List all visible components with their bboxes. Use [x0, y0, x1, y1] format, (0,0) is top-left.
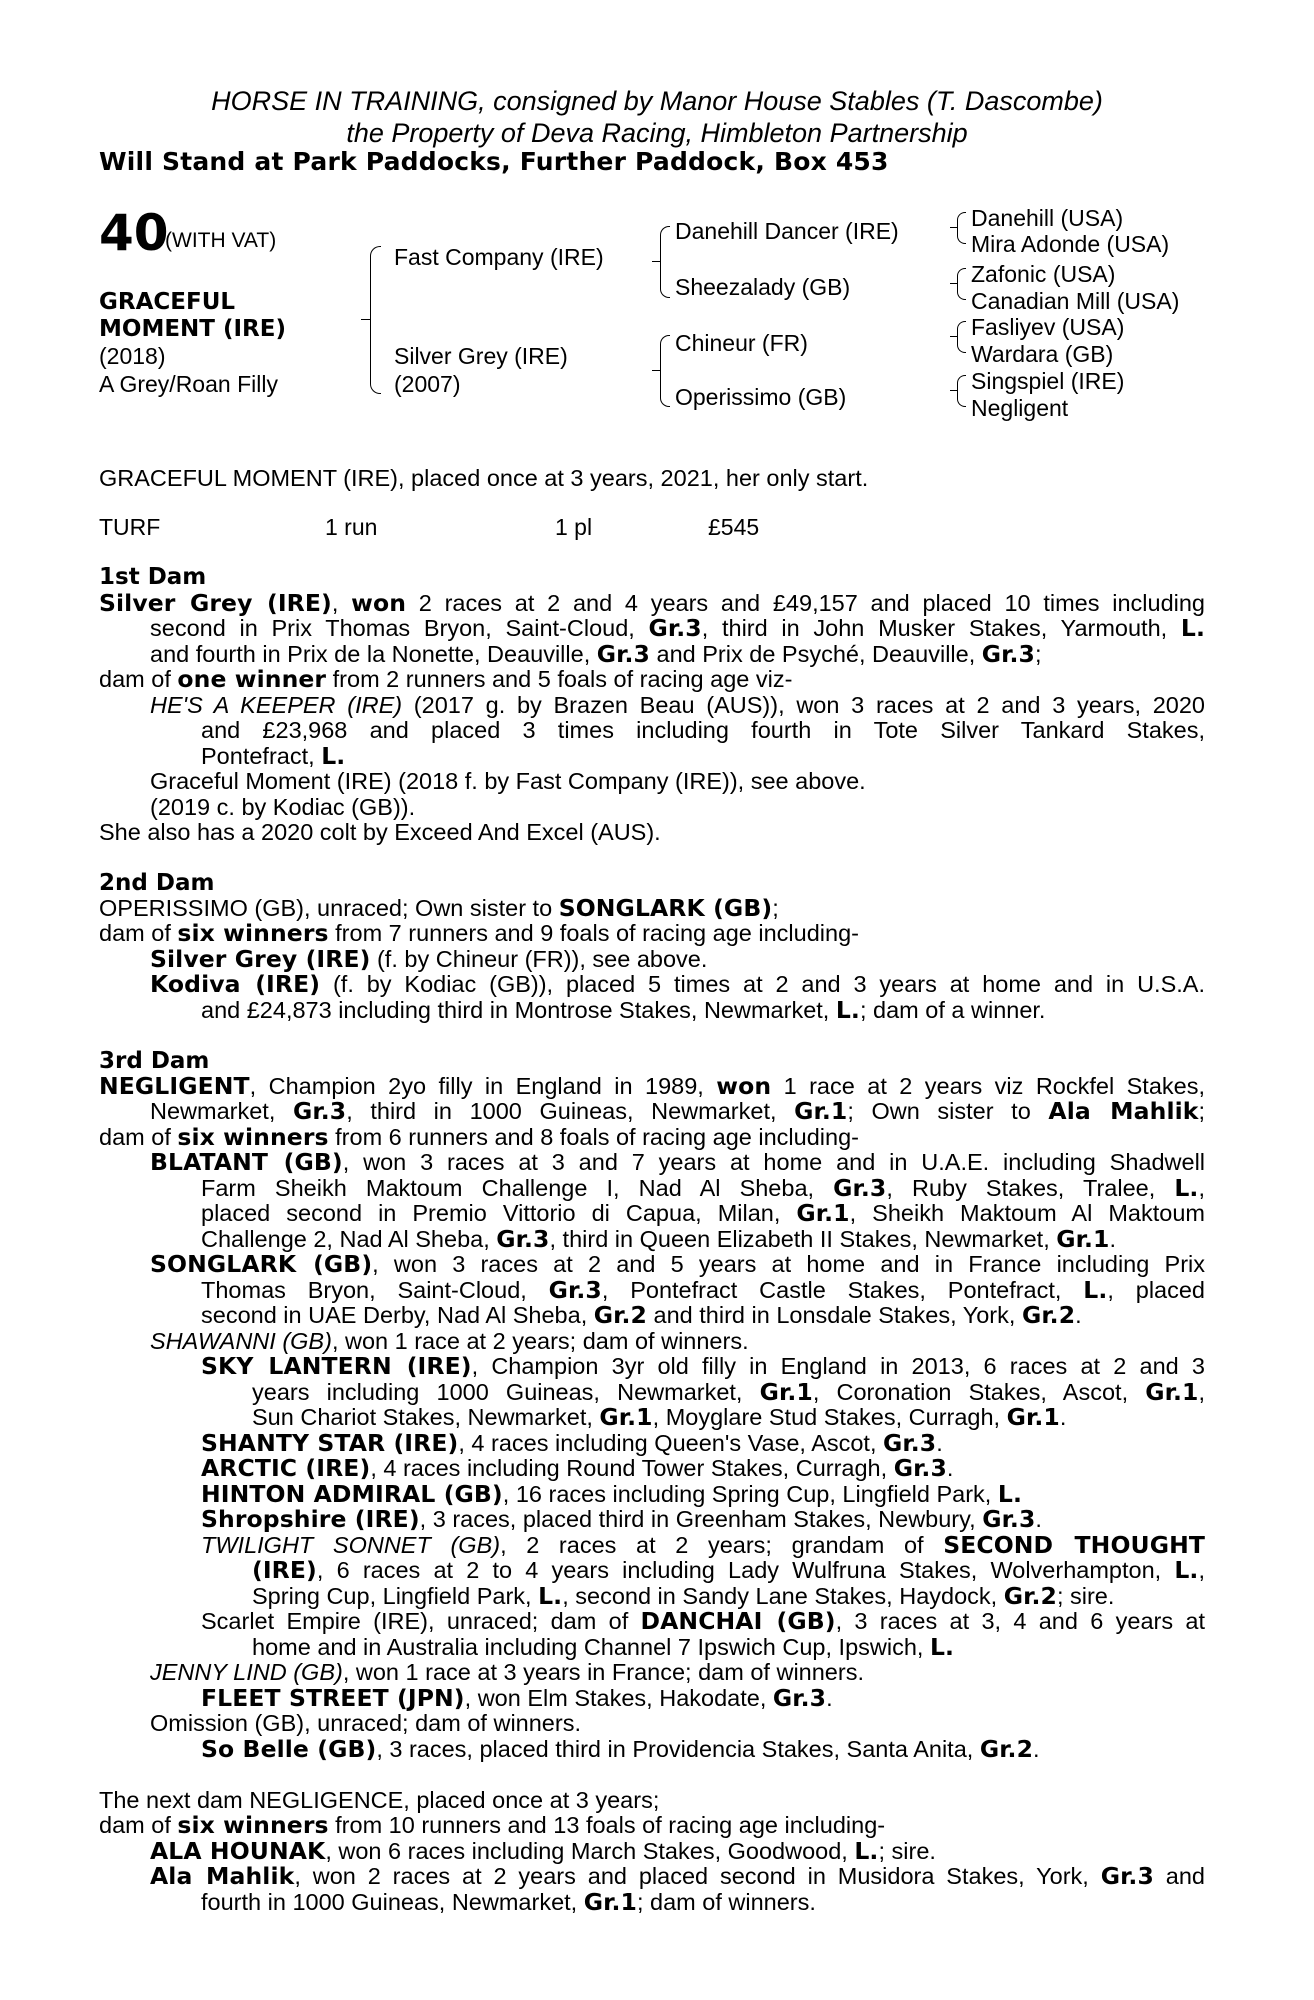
- pedigree-g1: Danehill (USA): [971, 205, 1124, 231]
- text-line: Silver Grey (IRE), won 2 races at 2 and 4 years and £49,157 and placed 10 times including: [99, 589, 1206, 617]
- text-line: and fourth in Prix de la Nonette, Deauville, Gr.3 and Prix de Psyché, Deauville, Gr.3;: [150, 640, 1042, 668]
- text-line: OPERISSIMO (GB), unraced; Own sister to SONGLARK (GB);: [99, 894, 779, 922]
- pedigree-sire: Fast Company (IRE): [394, 244, 604, 270]
- lot-number: 40: [99, 204, 169, 262]
- text-line: The next dam NEGLIGENCE, placed once at 3 years;: [99, 1787, 660, 1813]
- bracket-sire-side: [660, 226, 670, 298]
- horse-name-line1: GRACEFUL: [99, 289, 236, 315]
- text-line: second in UAE Derby, Nad Al Sheba, Gr.2 and third in Lonsdale Stakes, York, Gr.2.: [201, 1301, 1082, 1329]
- bracket-parents: [370, 246, 381, 394]
- text-line: SHAWANNI (GB), won 1 race at 2 years; dam of winners.: [150, 1328, 749, 1354]
- text-line: placed second in Premio Vittorio di Capua, Milan, Gr.1, Sheikh Maktoum Al Maktoum: [201, 1199, 1205, 1227]
- section-2nd-dam: 2nd Dam: [99, 870, 215, 896]
- text-line: Pontefract, L.: [201, 742, 346, 770]
- text-line: Spring Cup, Lingfield Park, L., second in Sandy Lane Stakes, Haydock, Gr.2; sire.: [252, 1582, 1115, 1610]
- text-line: So Belle (GB), 3 races, placed third in Providencia Stakes, Santa Anita, Gr.2.: [201, 1735, 1040, 1763]
- race-summary: GRACEFUL MOMENT (IRE), placed once at 3 years, 2021, her only start.: [99, 465, 869, 491]
- text-line: Silver Grey (IRE) (f. by Chineur (FR)), see above.: [150, 945, 708, 973]
- text-line: Thomas Bryon, Saint-Cloud, Gr.3, Pontefract Castle Stakes, Pontefract, L., placed: [201, 1276, 1206, 1304]
- pedigree-sire-dam: Sheezalady (GB): [675, 274, 851, 300]
- text-line: HINTON ADMIRAL (GB), 16 races including Spring Cup, Lingfield Park, L.: [201, 1480, 1022, 1508]
- text-line: TWILIGHT SONNET (GB), 2 races at 2 years; grandam of SECOND THOUGHT: [201, 1531, 1205, 1559]
- record-surface: TURF: [99, 514, 161, 540]
- text-line: home and in Australia including Channel 7 Ipswich Cup, Ipswich, L.: [252, 1633, 955, 1661]
- horse-description: A Grey/Roan Filly: [99, 371, 278, 397]
- pedigree-dam-sire: Chineur (FR): [675, 330, 808, 356]
- text-line: (IRE), 6 races at 2 to 4 years including Lady Wulfruna Stakes, Wolverhampton, L.,: [252, 1556, 1205, 1584]
- location-line: Will Stand at Park Paddocks, Further Paddock, Box 453: [99, 147, 889, 176]
- text-line: dam of six winners from 7 runners and 9 foals of racing age including-: [99, 919, 859, 947]
- text-line: HE'S A KEEPER (IRE) (2017 g. by Brazen Beau (AUS)), won 3 races at 2 and 3 years, 2020: [150, 692, 1205, 718]
- consignor-line: HORSE IN TRAINING, consigned by Manor House Stables (T. Dascombe): [211, 86, 1103, 116]
- vat-label: (WITH VAT): [165, 229, 277, 252]
- pedigree-g8: Negligent: [971, 395, 1069, 421]
- pedigree-dam-year: (2007): [394, 371, 461, 397]
- pedigree-g6: Wardara (GB): [971, 341, 1114, 367]
- pedigree-dam-dam: Operissimo (GB): [675, 384, 847, 410]
- record-placed: 1 pl: [555, 514, 593, 540]
- text-line: fourth in 1000 Guineas, Newmarket, Gr.1; dam of winners.: [201, 1888, 816, 1916]
- text-line: dam of six winners from 6 runners and 8 foals of racing age including-: [99, 1123, 859, 1151]
- text-line: NEGLIGENT, Champion 2yo filly in England in 1989, won 1 race at 2 years viz Rockfel Stakes,: [99, 1072, 1206, 1100]
- record-earnings: £545: [708, 514, 760, 540]
- text-line: Farm Sheikh Maktoum Challenge I, Nad Al Sheba, Gr.3, Ruby Stakes, Tralee, L.,: [201, 1174, 1205, 1202]
- text-line: Shropshire (IRE), 3 races, placed third in Greenham Stakes, Newbury, Gr.3.: [201, 1505, 1042, 1533]
- pedigree-g2: Mira Adonde (USA): [971, 231, 1170, 257]
- text-line: years including 1000 Guineas, Newmarket, Gr.1, Coronation Stakes, Ascot, Gr.1,: [252, 1378, 1205, 1406]
- text-line: SONGLARK (GB), won 3 races at 2 and 5 years at home and in France including Prix: [150, 1250, 1205, 1278]
- text-line: and £23,968 and placed 3 times including fourth in Tote Silver Tankard Stakes,: [201, 717, 1205, 743]
- text-line: She also has a 2020 colt by Exceed And Excel (AUS).: [99, 819, 661, 845]
- property-line: the Property of Deva Racing, Himbleton Partnership: [346, 118, 968, 148]
- pedigree-g7: Singspiel (IRE): [971, 368, 1125, 394]
- text-line: and £24,873 including third in Montrose Stakes, Newmarket, L.; dam of a winner.: [201, 996, 1046, 1024]
- record-runs: 1 run: [325, 514, 378, 540]
- text-line: Graceful Moment (IRE) (2018 f. by Fast Company (IRE)), see above.: [150, 768, 866, 794]
- text-line: ARCTIC (IRE), 4 races including Round Tower Stakes, Curragh, Gr.3.: [201, 1454, 954, 1482]
- text-line: (2019 c. by Kodiac (GB)).: [150, 794, 416, 820]
- horse-year: (2018): [99, 343, 166, 369]
- bracket-dam-side: [660, 335, 670, 407]
- text-line: JENNY LIND (GB), won 1 race at 3 years in France; dam of winners.: [150, 1659, 864, 1685]
- pedigree-g4: Canadian Mill (USA): [971, 288, 1180, 314]
- text-line: SKY LANTERN (IRE), Champion 3yr old filly in England in 2013, 6 races at 2 and 3: [201, 1352, 1205, 1380]
- text-line: ALA HOUNAK, won 6 races including March Stakes, Goodwood, L.; sire.: [150, 1837, 936, 1865]
- text-line: dam of six winners from 10 runners and 13 foals of racing age including-: [99, 1811, 886, 1839]
- horse-name-line2: MOMENT (IRE): [99, 316, 286, 342]
- text-line: Scarlet Empire (IRE), unraced; dam of DANCHAI (GB), 3 races at 3, 4 and 6 years at: [201, 1607, 1205, 1635]
- pedigree-g5: Fasliyev (USA): [971, 314, 1125, 340]
- section-3rd-dam: 3rd Dam: [99, 1048, 210, 1074]
- pedigree-dam: Silver Grey (IRE): [394, 343, 568, 369]
- text-line: Ala Mahlik, won 2 races at 2 years and placed second in Musidora Stakes, York, Gr.3 and: [150, 1862, 1205, 1890]
- text-line: SHANTY STAR (IRE), 4 races including Queen's Vase, Ascot, Gr.3.: [201, 1429, 943, 1457]
- pedigree-sire-sire: Danehill Dancer (IRE): [675, 218, 899, 244]
- pedigree-g3: Zafonic (USA): [971, 261, 1116, 287]
- section-1st-dam: 1st Dam: [99, 564, 207, 590]
- text-line: Challenge 2, Nad Al Sheba, Gr.3, third in Queen Elizabeth II Stakes, Newmarket, Gr.1.: [201, 1225, 1117, 1253]
- text-line: second in Prix Thomas Bryon, Saint-Cloud, Gr.3, third in John Musker Stakes, Yarmouth, L.: [150, 614, 1205, 642]
- text-line: Newmarket, Gr.3, third in 1000 Guineas, Newmarket, Gr.1; Own sister to Ala Mahlik;: [150, 1097, 1206, 1125]
- text-line: Sun Chariot Stakes, Newmarket, Gr.1, Moyglare Stud Stakes, Curragh, Gr.1.: [252, 1403, 1067, 1431]
- text-line: Omission (GB), unraced; dam of winners.: [150, 1710, 581, 1736]
- text-line: Kodiva (IRE) (f. by Kodiac (GB)), placed 5 times at 2 and 3 years at home and in U.S.A.: [150, 970, 1205, 998]
- text-line: dam of one winner from 2 runners and 5 foals of racing age viz-: [99, 665, 793, 693]
- text-line: BLATANT (GB), won 3 races at 3 and 7 years at home and in U.A.E. including Shadwell: [150, 1148, 1206, 1176]
- text-line: FLEET STREET (JPN), won Elm Stakes, Hakodate, Gr.3.: [201, 1684, 833, 1712]
